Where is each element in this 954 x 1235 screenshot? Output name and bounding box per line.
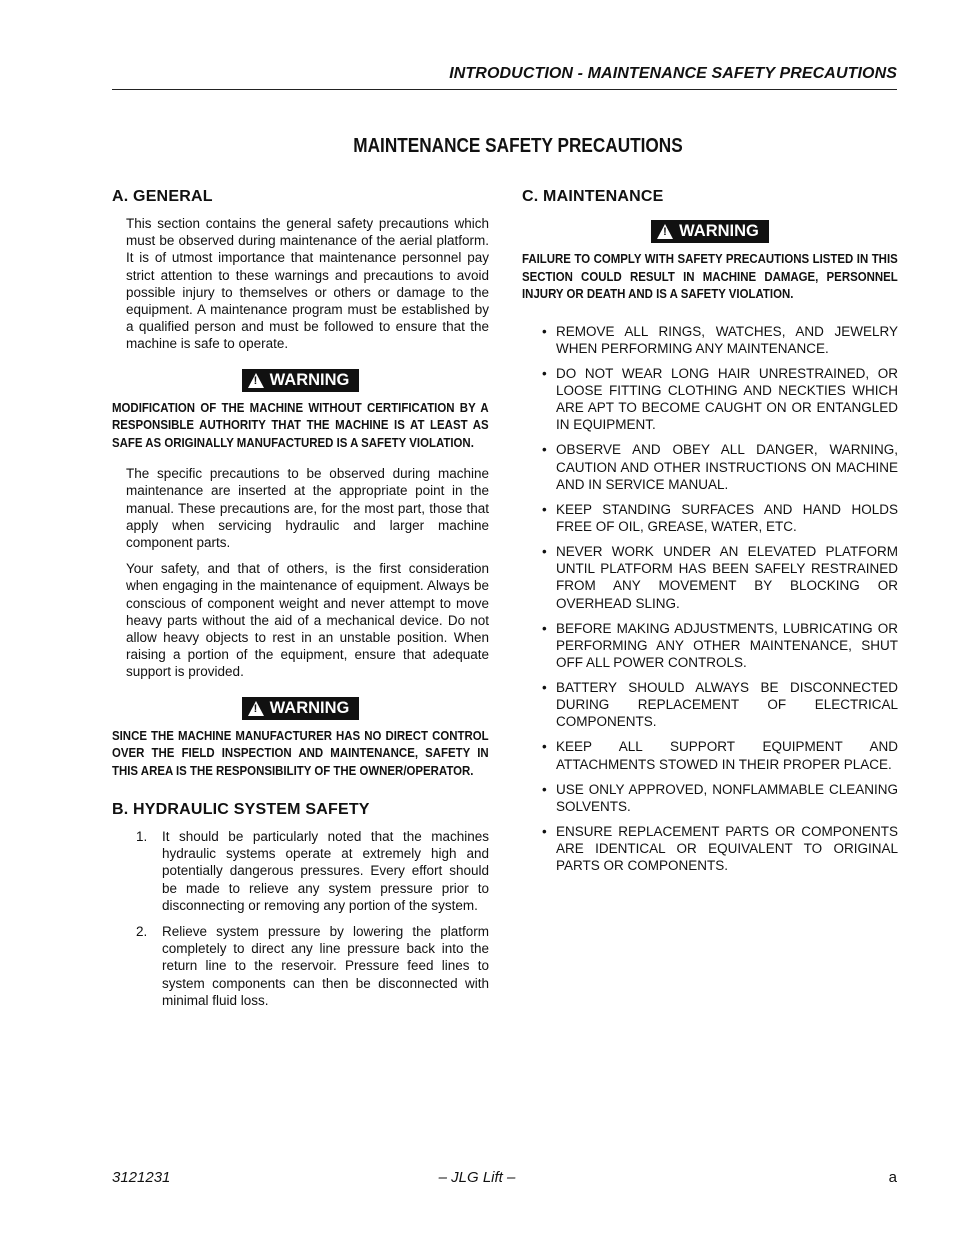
general-paragraph-3: Your safety, and that of others, is the first consideration when engaging in the maintenance of equipment. Always be conscious of component weight and never attempt to move heavy parts without the aid of a mechanical device. Do not allow heavy objects to rest in an unstable position. When raising a portion of the equipment, ensure that adequate support is provided. [126,561,489,680]
warning-text-3: FAILURE TO COMPLY WITH SAFETY PRECAUTIONS LISTED IN THIS SECTION COULD RESULT IN MACHINE DAMAGE, PERSONNEL INJURY OR DEATH AND IS A SAFETY VIOLATION. [522,251,898,301]
bullet-icon: • [542,823,547,839]
list-item [136,923,489,1009]
list-item [542,738,898,772]
warning-triangle-icon: ! [657,224,673,239]
list-item [542,365,898,434]
header-title: INTRODUCTION - MAINTENANCE SAFETY PRECAUTIONS [449,65,897,82]
list-item-text: KEEP ALL SUPPORT EQUIPMENT AND ATTACHMENTS STOWED IN THEIR PROPER PLACE. [556,739,898,772]
list-item-text: NEVER WORK UNDER AN ELEVATED PLATFORM UNTIL PLATFORM HAS BEEN SAFELY RESTRAINED FROM ANY MOVEMENT BY BLOCKING OR OVERHEAD SLING. [556,543,898,611]
bullet-icon: • [542,365,547,381]
warning-badge [242,369,360,392]
bullet-icon: • [542,781,547,797]
list-item [542,823,898,875]
list-item-text: OBSERVE AND OBEY ALL DANGER, WARNING, CAUTION AND OTHER INSTRUCTIONS ON MACHINE AND IN SERVICE MANUAL. [556,442,898,492]
bullet-icon: • [542,679,547,695]
bullet-icon: • [542,739,547,755]
warning-text-1: MODIFICATION OF THE MACHINE WITHOUT CERTIFICATION BY A RESPONSIBLE AUTHORITY THAT THE MACHINE IS AT LEAST AS SAFE AS ORIGINALLY MANUFACTURED IS A SAFETY VIOLATION. [112,399,489,450]
warning-triangle-icon: ! [248,373,264,388]
list-item [542,781,898,815]
list-item-text: It should be particularly noted that the machines hydraulic systems operate at extremely high and potentially dangerous pressures. Every effort should be made to relieve any system pressure prior to disconnecting or removing any portion of the system. [162,829,489,913]
warning-label: WARNING [269,698,350,717]
list-item [542,441,898,493]
warning-badge-1-wrap [112,369,489,393]
bullet-icon: • [542,442,547,458]
list-item-text: BEFORE MAKING ADJUSTMENTS, LUBRICATING OR PERFORMING ANY OTHER MAINTENANCE, SHUT OFF ALL POWER CONTROLS. [556,620,898,670]
bullet-icon: • [542,620,547,636]
footer-page-number: a [888,1169,897,1186]
warning-badge [242,697,360,720]
list-item-text: USE ONLY APPROVED, NONFLAMMABLE CLEANING SOLVENTS. [556,781,898,814]
warning-badge [651,220,769,243]
list-item-text: ENSURE REPLACEMENT PARTS OR COMPONENTS ARE IDENTICAL OR EQUIVALENT TO ORIGINAL PARTS OR COMPONENTS. [556,823,898,874]
list-item [542,543,898,612]
warning-badge-2-wrap [112,697,489,721]
maintenance-bullet-list [542,323,898,875]
list-item-text: BATTERY SHOULD ALWAYS BE DISCONNECTED DURING REPLACEMENT OF ELECTRICAL COMPONENTS. [556,679,898,730]
list-item [542,501,898,535]
footer-doc-number: 3121231 [112,1169,171,1186]
footer-brand: – JLG Lift – [438,1169,516,1186]
list-item [542,620,898,672]
bullet-icon: • [542,501,547,517]
page-title: MAINTENANCE SAFETY PRECAUTIONS [353,135,683,157]
list-item-text: REMOVE ALL RINGS, WATCHES, AND JEWELRY WHEN PERFORMING ANY MAINTENANCE. [556,323,898,356]
warning-label: WARNING [269,370,350,389]
warning-triangle-icon: ! [248,701,264,716]
right-column [522,188,898,882]
general-paragraph-1: This section contains the general safety precautions which must be observed during maintenance of the aerial platform. It is of utmost importance that maintenance personnel pay strict attention to these warnings and precautions to avoid possible injury to themselves or others or damage to the equipment. A maintenance program must be established by a qualified person and must be followed to ensure that the machine is safe to operate. [126,216,489,352]
header-rule [112,89,897,90]
list-item [136,828,489,914]
general-paragraph-2: The specific precautions to be observed during machine maintenance are inserted at the appropriate point in the manual. These precautions are, for the most part, those that apply when servicing hydraulic and larger machine component parts. [126,466,489,550]
list-item-text: Relieve system pressure by lowering the platform completely to direct any line pressure back into the return line to the reservoir. Pressure feed lines to system components can then be disconnected with minimal fluid loss. [162,924,489,1008]
section-heading-maintenance: C. MAINTENANCE [522,188,664,205]
list-item-text: KEEP STANDING SURFACES AND HAND HOLDS FREE OF OIL, GREASE, WATER, ETC. [556,501,898,534]
warning-text-2: SINCE THE MACHINE MANUFACTURER HAS NO DIRECT CONTROL OVER THE FIELD INSPECTION AND MAINTENANCE, SAFETY IN THIS AREA IS THE RESPONSIBILITY OF THE OWNER/OPERATOR. [112,727,489,778]
left-column [112,188,489,1018]
list-item-number: 1. [136,829,148,845]
section-heading-hydraulic: B. HYDRAULIC SYSTEM SAFETY [112,801,370,819]
section-heading-general: A. GENERAL [112,188,213,205]
list-item-text: DO NOT WEAR LONG HAIR UNRESTRAINED, OR LOOSE FITTING CLOTHING AND NECKTIES WHICH ARE APT TO BECOME CAUGHT ON OR ENTANGLED IN EQUIPMENT. [556,365,898,433]
list-item-number: 2. [136,924,148,940]
list-item [542,323,898,357]
warning-label: WARNING [679,222,759,240]
warning-badge-3-wrap [522,220,898,244]
bullet-icon: • [542,323,547,339]
bullet-icon: • [542,543,547,559]
hydraulic-list [136,828,489,1009]
list-item [542,679,898,731]
